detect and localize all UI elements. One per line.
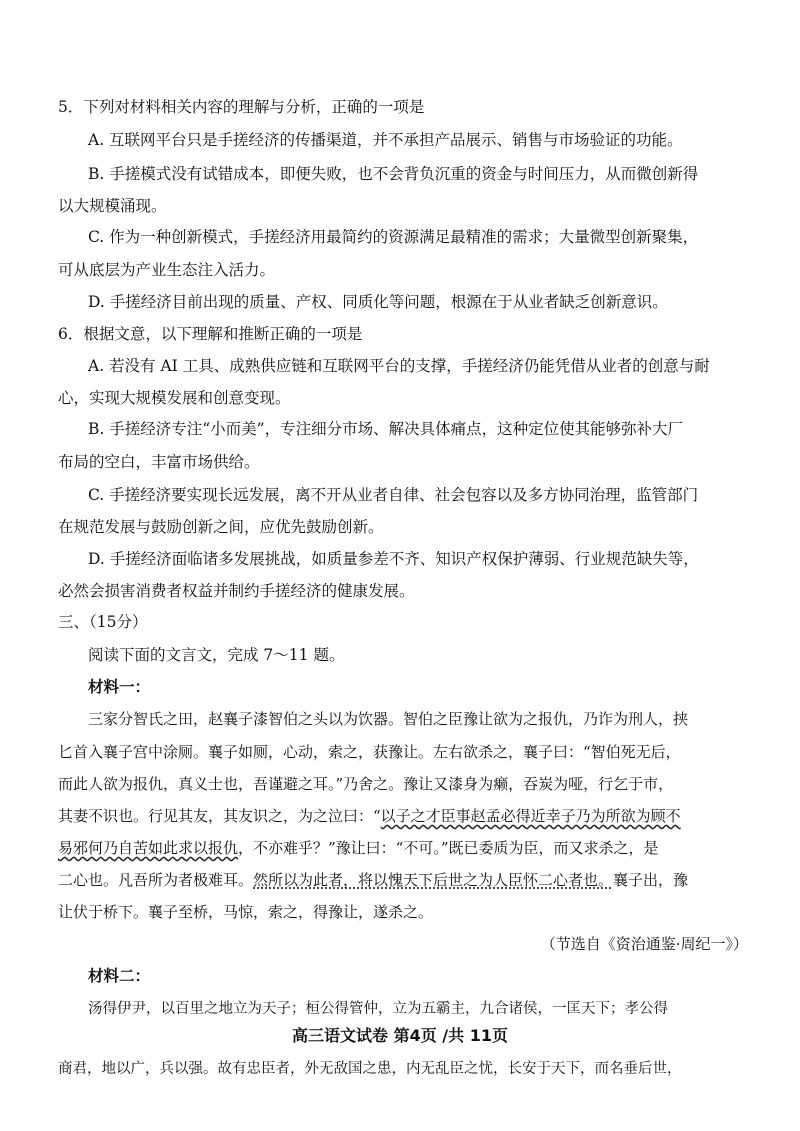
q5-option-c-line2: 可从底层为产业生态注入活力。 [58,261,276,279]
section-intro: 阅读下面的文言文，完成 7～11 题。 [88,646,345,664]
q6-option-c-line1: C. 手搓经济要实现长远发展，离不开从业者自律、社会包容以及多方协同治理，监管部门 [88,486,699,504]
q6-option-b-line1: B. 手搓经济专注“小而美”，专注细分市场、解决具体痛点，这种定位使其能够弥补大厂 [88,420,684,438]
q6-stem: 6．根据文意，以下理解和推断正确的一项是 [58,325,363,343]
wavy-underlined-passage: 易邪何乃自苦如此求以报仇 [58,839,239,857]
q5-option-b-line2: 以大规模涌现。 [58,197,167,215]
material-one-line: 匕首入襄子宫中涂厕。襄子如厕，心动，索之，获豫让。左右欲杀之，襄子曰：“智伯死无后， [58,743,681,761]
page-footer: 高三语文试卷 第4页 /共 11页 [292,1026,508,1045]
material-one-line [58,805,681,827]
section-heading: 三、（15分） [58,613,148,631]
material-one-line: 让伏于桥下。襄子至桥，马惊，索之，得豫让，遂杀之。 [58,903,434,921]
q5-option-a: A. 互联网平台只是手搓经济的传播渠道，并不承担产品展示、销售与市场验证的功能。 [88,131,683,149]
material-one-source: （节选自《资治通鉴·周纪一》） [540,935,748,953]
underlined-sentence: 然所以为此者，将以愧天下后世之为人臣怀二心者也。 [253,871,614,889]
q6-option-b-line2: 布局的空白，丰富市场供给。 [58,453,260,471]
q6-option-a-line2: 心，实现大规模发展和创意变现。 [58,389,291,407]
q5-option-d: D. 手搓经济目前出现的质量、产权、同质化等问题，根源在于从业者缺乏创新意识。 [88,293,668,311]
material-two-line: 商君，地以广，兵以强。故有忠臣者，外无敌国之患，内无乱臣之忧，长安于天下，而名垂后世， [58,1061,682,1077]
material-one-line [58,837,659,859]
wavy-underlined-passage: 以子之才臣事赵孟必得近幸子乃为所欲为顾不 [380,807,681,825]
q6-option-d-line1: D. 手搓经济面临诸多发展挑战，如质量参差不齐、知识产权保护薄弱、行业规范缺失等， [88,550,699,568]
material-one-text: ，不亦难乎？”豫让曰：“不可。”既已委质为臣，而又求杀之，是 [238,839,659,857]
material-one-line: 而此人欲为报仇，真义士也，吾谨避之耳。”乃舍之。豫让又漆身为癞，吞炭为哑，行乞于市， [58,775,674,793]
q6-option-a-line1: A. 若没有 AI 工具、成熟供应链和互联网平台的支撑，手搓经济仍能凭借从业者的创意与耐 [88,357,710,375]
material-one-text: 襄子出，豫 [613,871,689,889]
material-two-title: 材料二： [88,966,151,985]
material-one-text: 其妻不识也。行见其友，其友识之，为之泣曰：“ [58,807,381,825]
q5-option-c-line1: C. 作为一种创新模式，手搓经济用最简约的资源满足最精准的需求；大量微型创新聚集， [88,228,699,246]
q5-option-b-line1: B. 手搓模式没有试错成本，即便失败，也不会背负沉重的资金与时间压力，从而微创新得 [88,165,699,183]
material-one-line: 三家分智氏之田，赵襄子漆智伯之头以为饮器。智伯之臣豫让欲为之报仇，乃诈为刑人，挟 [88,710,689,728]
q5-stem: 5．下列对材料相关内容的理解与分析，正确的一项是 [58,98,425,116]
material-one-text: 二心也。凡吾所为者极难耳。 [58,871,254,889]
material-one-title: 材料一： [88,677,151,696]
material-two-line: 汤得伊尹，以百里之地立为天子；桓公得管仲，立为五霸主，九合诸侯，一匡天下；孝公得 [88,1001,668,1017]
material-one-line [58,869,688,891]
q6-option-d-line2: 必然会损害消费者权益并制约手搓经济的健康发展。 [58,582,415,600]
q6-option-c-line2: 在规范发展与鼓励创新之间，应优先鼓励创新。 [58,518,384,536]
